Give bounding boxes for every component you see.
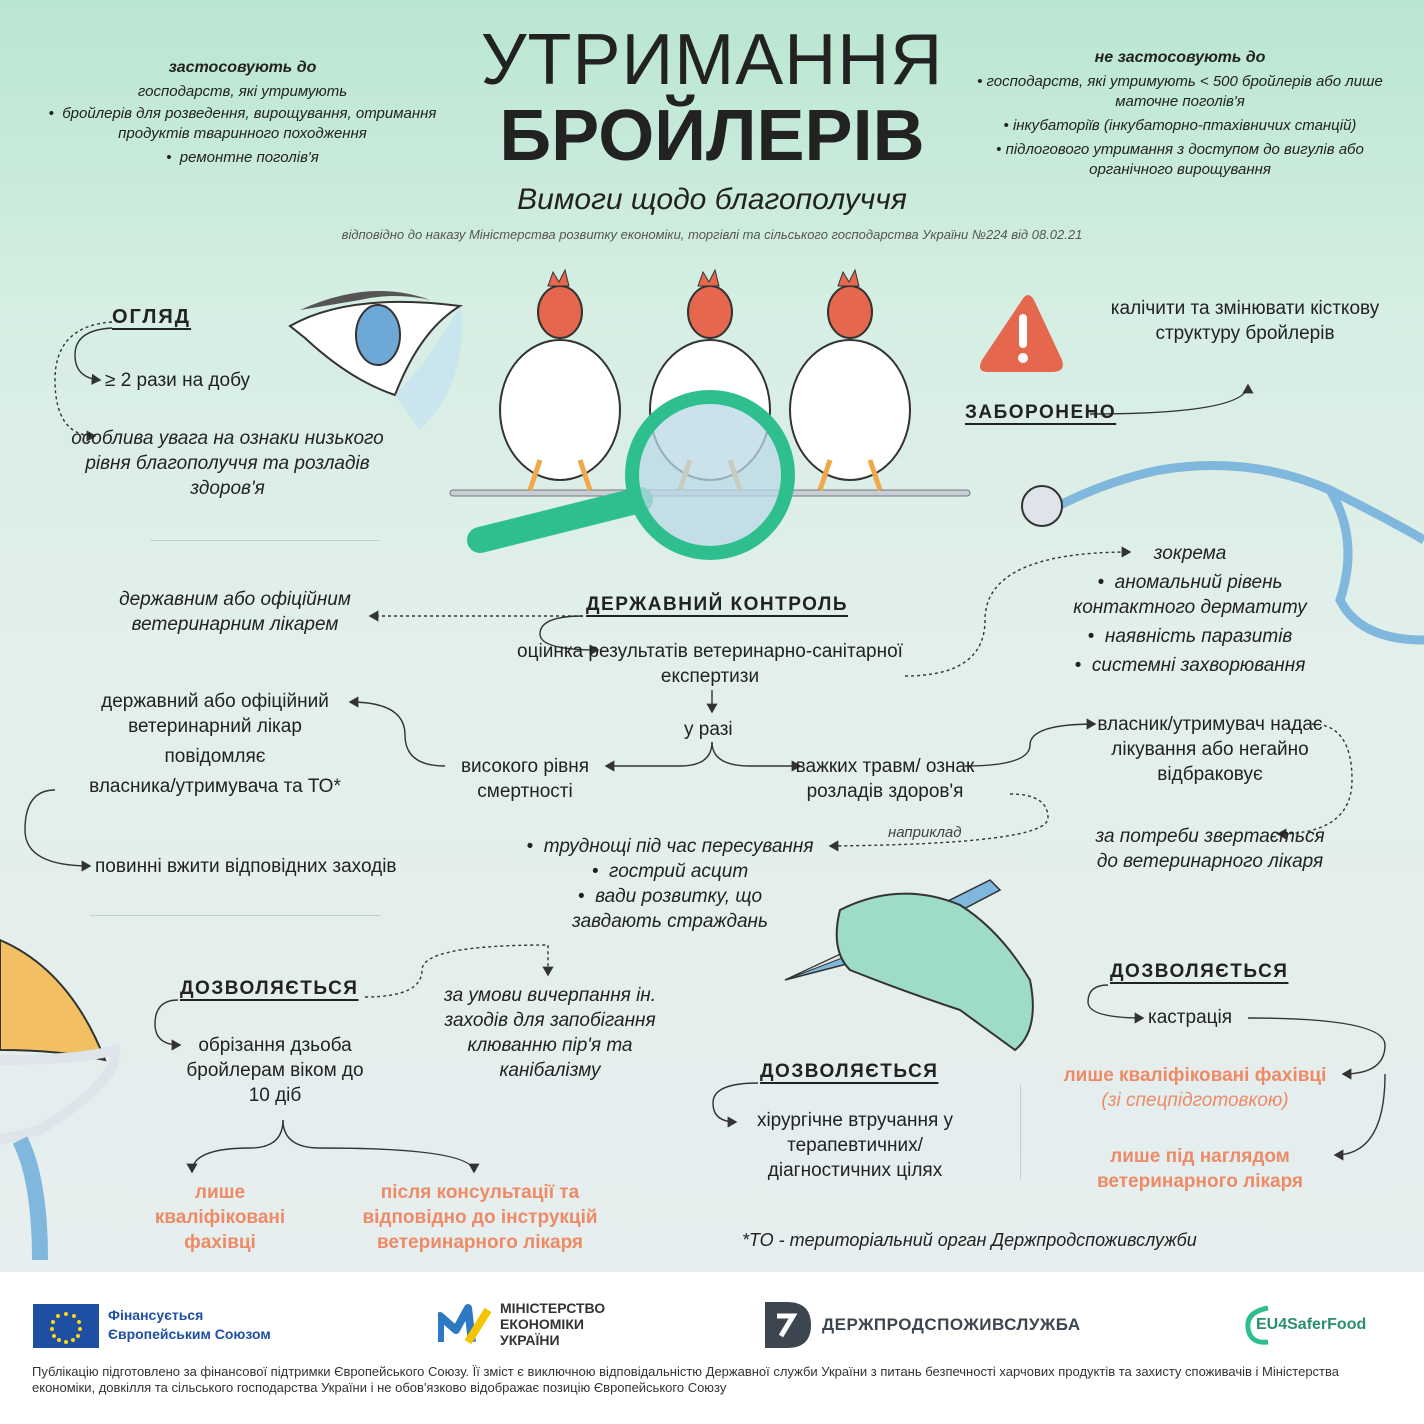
subtitle: Вимоги щодо благополуччя (517, 183, 907, 216)
must-act: повинні вжити відповідних заходів (95, 856, 397, 877)
title-block (440, 22, 984, 222)
example-item: • гострий асцит (591, 861, 749, 882)
divider (150, 540, 380, 541)
castration-supervision: лише під наглядом ветеринарного лікаря (1096, 1146, 1304, 1192)
project-logo (1244, 1302, 1384, 1348)
applies-block (40, 58, 445, 168)
not-applies-item: • інкубаторіїв (інкубаторно-птахівничих станцій) (1003, 117, 1357, 134)
forbidden-heading: ЗАБОРОНЕНО (965, 402, 1117, 423)
forbidden-text: калічити та змінювати кісткову структуру бройлерів (1110, 298, 1380, 344)
state-control-by: державним або офіційним ветеринарним лікарем (119, 589, 351, 635)
eu-flag-icon (33, 1304, 99, 1348)
castration-heading: ДОЗВОЛЯЄТЬСЯ (1110, 961, 1289, 982)
not-applies-heading: не застосовують до (1094, 49, 1266, 66)
beak-icon (0, 940, 115, 1260)
surgery-heading: ДОЗВОЛЯЄТЬСЯ (760, 1061, 939, 1082)
castration-text: кастрація (1148, 1007, 1233, 1028)
example-item: • труднощі під час пересування (526, 836, 814, 857)
in-particular-label: зокрема (1153, 543, 1227, 564)
service-logo-icon (765, 1302, 811, 1348)
detail-item: • аномальний рівень контактного дерматиту (1073, 572, 1307, 618)
applies-item: • ремонтне поголів'я (166, 149, 319, 166)
ministry-logo-icon (438, 1302, 492, 1348)
castration-qualified: лише кваліфіковані фахівці (1063, 1065, 1327, 1086)
detail-item: • наявність паразитів (1087, 626, 1293, 647)
inspection-heading: ОГЛЯД (112, 306, 192, 328)
vet-if-needed: за потреби звертається до ветеринарного лікаря (1095, 826, 1325, 872)
applies-heading: застосовують до (168, 59, 317, 76)
state-control-assessment: оціинка результатів ветеринарно-санітарної експертизи (517, 641, 903, 687)
applies-item: • бройлерів для розведення, вирощування, отримання продуктів тваринного походження (48, 105, 437, 142)
chicken-icon (790, 270, 910, 490)
applies-intro: господарств, які утримують (137, 83, 348, 100)
surgery-text: хірургічне втручання у терапевтичних/ діагностичних цілях (756, 1110, 954, 1181)
vet-notifies-line: державний або офіційний (101, 691, 329, 712)
project-label: EU4SaferFood (1256, 1316, 1367, 1333)
title-line2: БРОЙЛЕРІВ (499, 96, 925, 176)
examples-list (510, 834, 830, 934)
severe-injuries: важких травм/ ознак розладів здоров'я (795, 756, 975, 802)
vet-notifies-line: повідомляє (164, 746, 266, 767)
beak-after-consult: після консультації та відповідно до інструкцій ветеринарного лікаря (362, 1182, 598, 1253)
disclaimer: Публікацію підготовлено за фінансової підтримки Європейського Союзу. Її зміст є виключною відповідальністю Державної служби України з питань безпечності харчових продуктів та захисту споживачів і Міністерства економіки, довкілля та сільського господарства України і не обов'язково відображає позицію Європейського Союзу (32, 1364, 1339, 1395)
footnote: *ТО - територіальний орган Держпродспоживслужби (742, 1230, 1197, 1250)
state-control-heading: ДЕРЖАВНИЙ КОНТРОЛЬ (586, 594, 848, 615)
beak-heading: ДОЗВОЛЯЄТЬСЯ (180, 978, 359, 999)
inspection-attention: особлива увага на ознаки низького рівня благополуччя та розладів здоров'я (71, 428, 384, 499)
warning-icon (980, 295, 1063, 372)
castration-qualified-block (1050, 1063, 1340, 1113)
vet-notifies-line: власника/утримувача та ТО* (89, 776, 341, 797)
divider (1020, 1085, 1021, 1180)
service-label: ДЕРЖПРОДСПОЖИВСЛУЖБА (822, 1315, 1081, 1334)
beak-condition: за умови вичерпання ін. заходів для запобігання клюванню пір'я та канібалізму (443, 985, 657, 1081)
footer (0, 1272, 1424, 1424)
not-applies-item: • господарств, які утримують < 500 бройлерів або лише маточне поголів'я (977, 73, 1383, 110)
state-control-details (1040, 541, 1340, 678)
vet-notifies-line: ветеринарний лікар (128, 716, 302, 737)
title-line1: УТРИМАННЯ (480, 20, 944, 100)
castration-qualified-note: (зі спецпідготовкою) (1101, 1090, 1289, 1111)
divider (90, 915, 380, 916)
owner-action: власник/утримувач надає лікування або негайно відбраковує (1097, 714, 1323, 785)
ministry-label: МІНІСТЕРСТВО ЕКОНОМІКИ УКРАЇНИ (500, 1300, 606, 1348)
glove-icon (837, 894, 1033, 1050)
magnifier-icon (480, 397, 788, 553)
reference: відповідно до наказу Міністерства розвитку економіки, торгівлі та сільського господарства України №224 від 08.02.21 (341, 227, 1083, 242)
in-case-label: у разі (684, 719, 733, 740)
high-mortality: високого рівня смертності (460, 756, 590, 802)
eu-label: Фінансується Європейським Союзом (108, 1307, 271, 1342)
not-applies-item: • підлогового утримання з доступом до вигулів або органічного вирощування (996, 141, 1364, 178)
chicken-icon (650, 270, 770, 490)
beak-text: обрізання дзьоба бройлерам віком до 10 діб (186, 1035, 364, 1106)
eye-icon (290, 291, 462, 430)
beak-only-qualified: лише кваліфіковані фахівці (154, 1182, 286, 1253)
vet-notifies (50, 689, 380, 799)
perch (450, 490, 970, 496)
detail-item: • системні захворювання (1074, 655, 1306, 676)
example-item: • вади розвитку, що завдають страждань (572, 886, 768, 932)
not-applies-block (975, 48, 1385, 180)
chicken-icon (500, 270, 620, 490)
inspection-frequency: ≥ 2 рази на добу (105, 370, 251, 391)
example-label: наприклад (888, 824, 962, 841)
